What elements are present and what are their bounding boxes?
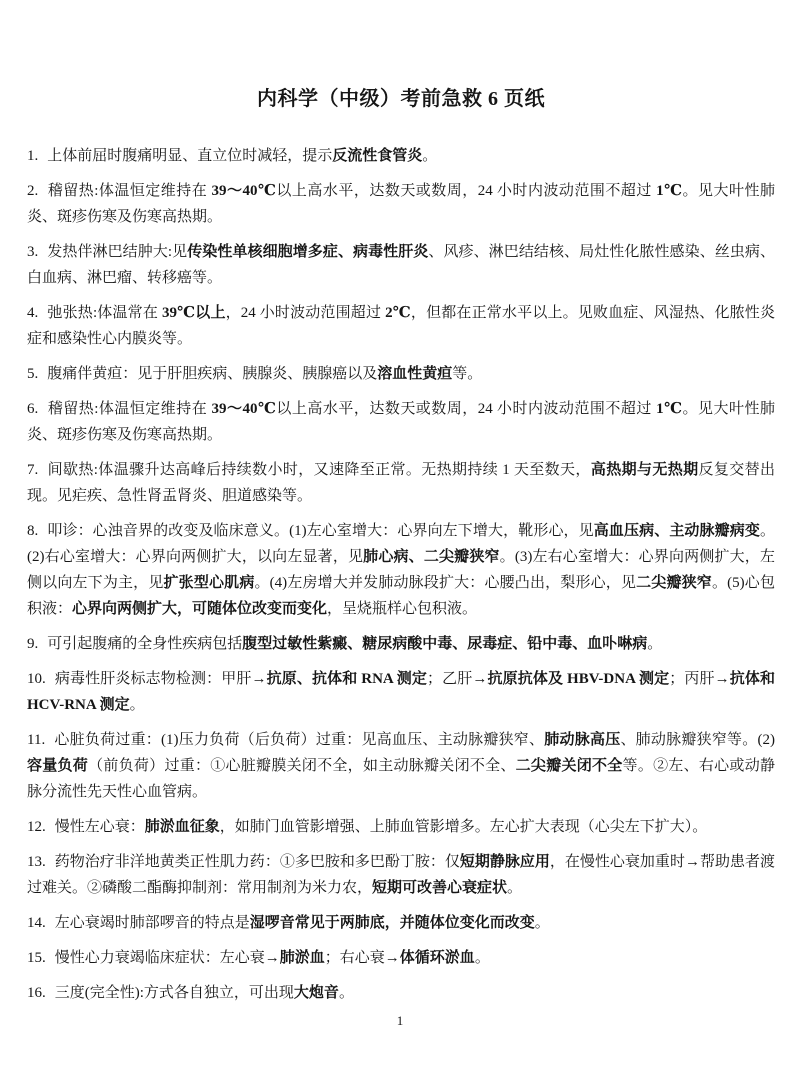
item-number: 12.: [27, 819, 46, 835]
body-text: 等。: [452, 366, 483, 382]
body-text: ；丙肝: [669, 671, 715, 687]
body-text: ；右心衰: [324, 950, 385, 966]
body-text: 。: [474, 950, 490, 966]
highlight-text: →肺淤血: [264, 950, 325, 966]
item-number: 1.: [27, 148, 39, 164]
body-text: 左心衰竭时肺部啰音的特点是: [54, 915, 250, 931]
body-text: 慢性左心衰：: [54, 819, 145, 835]
list-item: [27, 849, 775, 901]
list-item: [27, 727, 775, 805]
body-text: 叩诊：心浊音界的改变及临床意义。(1)左心室增大：心界向左下增大，靴形心，见: [47, 523, 594, 539]
highlight-text: 短期可改善心衰症状: [372, 880, 508, 896]
body-text: ，在慢性心衰加重时→帮助患者渡过难关。②磷酸二酯酶抑制剂：常用制剂为米力农，: [27, 854, 775, 896]
body-text: 可引起腹痛的全身性疾病包括: [47, 636, 243, 652]
page-title: 内科学（中级）考前急救 6 页纸: [257, 88, 545, 110]
item-number: 13.: [27, 854, 46, 870]
list-item: [27, 666, 775, 718]
highlight-text: 2℃: [385, 305, 411, 321]
item-list: [27, 143, 775, 1006]
highlight-text: 容量负荷: [27, 758, 89, 774]
body-text: 以上高水平，达数天或数周，24 小时内波动范围不超过: [276, 401, 657, 417]
body-text: 以上高水平，达数天或数周，24 小时内波动范围不超过: [276, 183, 657, 199]
body-text: 病毒性肝炎标志物检测：甲肝: [54, 671, 252, 687]
highlight-text: 大炮音: [293, 985, 339, 1001]
body-text: ，24 小时波动范围超过: [225, 305, 386, 321]
body-text: ，如肺门血管影增强、上肺血管影增多。左心扩大表现（心尖左下扩大）。: [219, 819, 708, 835]
body-text: 。: [422, 148, 438, 164]
highlight-text: 短期静脉应用: [459, 854, 550, 870]
item-number: 16.: [27, 985, 46, 1001]
list-item: [27, 300, 775, 352]
item-number: 2.: [27, 183, 39, 199]
item-number: 10.: [27, 671, 46, 687]
body-text: 弛张热:体温常在: [47, 305, 162, 321]
highlight-text: 高热期与无热期: [590, 462, 699, 478]
highlight-text: →抗原抗体及 HBV-DNA 测定: [472, 671, 670, 687]
highlight-text: 腹型过敏性紫癜、糖尿病酸中毒、尿毒症、铅中毒、血卟啉病: [242, 636, 648, 652]
body-text: 。: [338, 985, 354, 1001]
list-item: [27, 178, 775, 230]
body-text: 发热伴淋巴结肿大:见: [47, 244, 188, 260]
item-number: 3.: [27, 244, 39, 260]
highlight-text: 溶血性黄疸: [377, 366, 453, 382]
highlight-text: 反流性食管炎: [332, 148, 423, 164]
highlight-text: 二尖瓣狭窄: [636, 575, 712, 591]
body-text: 。(4)左房增大并发肺动脉段扩大：心腰凸出，梨形心，见: [254, 575, 637, 591]
body-text: 。: [647, 636, 663, 652]
body-text: 间歇热:体温骤升达高峰后持续数小时，又速降至正常。无热期持续 1 天至数天，: [47, 462, 591, 478]
body-text: 、风疹、淋巴结结核、局灶性化脓性感染、丝虫病、白血病、淋巴瘤、转移癌等。: [27, 244, 775, 286]
highlight-text: 肺淤血征象: [144, 819, 220, 835]
body-text: 。: [507, 880, 523, 896]
item-number: 14.: [27, 915, 46, 931]
highlight-text: 传染性单核细胞增多症、病毒性肝炎: [187, 244, 429, 260]
body-text: ；乙肝: [427, 671, 473, 687]
list-item: [27, 518, 775, 622]
list-item: [27, 910, 775, 936]
item-number: 15.: [27, 950, 46, 966]
item-number: 8.: [27, 523, 39, 539]
body-text: 慢性心力衰竭临床症状：左心衰: [54, 950, 265, 966]
list-item: [27, 945, 775, 971]
highlight-text: 高血压病、主动脉瓣病变: [593, 523, 760, 539]
item-number: 11.: [27, 732, 46, 748]
page-number: 1: [396, 1013, 404, 1028]
list-item: [27, 457, 775, 509]
body-text: 。见大叶性肺炎、斑疹伤寒及伤寒高热期。: [27, 183, 775, 225]
body-text: ，呈烧瓶样心包积液。: [327, 601, 478, 617]
list-item: [27, 143, 775, 169]
body-text: 心脏负荷过重：(1)压力负荷（后负荷）过重：见高血压、主动脉瓣狭窄、: [54, 732, 545, 748]
list-item: [27, 239, 775, 291]
highlight-text: 扩张型心肌病: [163, 575, 255, 591]
highlight-text: 湿啰音常见于两肺底，并随体位变化而改变: [249, 915, 535, 931]
item-number: 7.: [27, 462, 39, 478]
body-text: 药物治疗非洋地黄类正性肌力药：①多巴胺和多巴酚丁胺：仅: [54, 854, 460, 870]
body-text: 。(2)右心室增大：心界向两侧扩大，以向左显著，见: [27, 523, 775, 565]
item-number: 4.: [27, 305, 39, 321]
highlight-text: →抗体和 HCV-RNA 测定: [27, 671, 775, 713]
list-item: [27, 980, 775, 1006]
list-item: [27, 631, 775, 657]
body-text: 等。②左、右心或动静脉分流性先天性心血管病。: [27, 758, 775, 800]
body-text: 腹痛伴黄疸：见于肝胆疾病、胰腺炎、胰腺癌以及: [47, 366, 378, 382]
highlight-text: 39℃以上: [161, 305, 226, 321]
body-text: 、肺动脉瓣狭窄等。(2): [620, 732, 775, 748]
list-item: [27, 361, 775, 387]
list-item: [27, 814, 775, 840]
highlight-text: 39～40℃: [211, 183, 277, 199]
body-text: 。(5)心包积液：: [27, 575, 775, 617]
highlight-text: →抗原、抗体和 RNA 测定: [251, 671, 428, 687]
body-text: 。: [534, 915, 550, 931]
body-text: 三度(完全性):方式各自独立，可出现: [54, 985, 294, 1001]
item-number: 9.: [27, 636, 39, 652]
body-text: （前负荷）过重：①心脏瓣膜关闭不全，如主动脉瓣关闭不全、: [88, 758, 516, 774]
list-item: [27, 396, 775, 448]
body-text: ，但都在正常水平以上。见败血症、风湿热、化脓性炎症和感染性心内膜炎等。: [27, 305, 775, 347]
highlight-text: 1℃: [656, 183, 683, 199]
body-text: 上体前屈时腹痛明显、直立位时减轻，提示: [47, 148, 333, 164]
highlight-text: →体循环淤血: [384, 950, 475, 966]
highlight-text: 心界向两侧扩大，可随体位改变而变化: [72, 601, 328, 617]
item-number: 5.: [27, 366, 39, 382]
highlight-text: 二尖瓣关闭不全: [515, 758, 623, 774]
body-text: 稽留热:体温恒定维持在: [47, 183, 212, 199]
highlight-text: 1℃: [656, 401, 683, 417]
item-number: 6.: [27, 401, 39, 417]
body-text: 。见大叶性肺炎、斑疹伤寒及伤寒高热期。: [27, 401, 775, 443]
body-text: 稽留热:体温恒定维持在: [47, 401, 212, 417]
body-text: 。: [129, 697, 145, 713]
body-text: 。(3)左右心室增大：心界向两侧扩大，左侧以向左下为主，见: [27, 549, 775, 591]
body-text: 反复交替出现。见疟疾、急性肾盂肾炎、胆道感染等。: [27, 462, 775, 504]
highlight-text: 肺心病、二尖瓣狭窄: [363, 549, 500, 565]
highlight-text: 肺动脉高压: [544, 732, 621, 748]
highlight-text: 39～40℃: [211, 401, 277, 417]
